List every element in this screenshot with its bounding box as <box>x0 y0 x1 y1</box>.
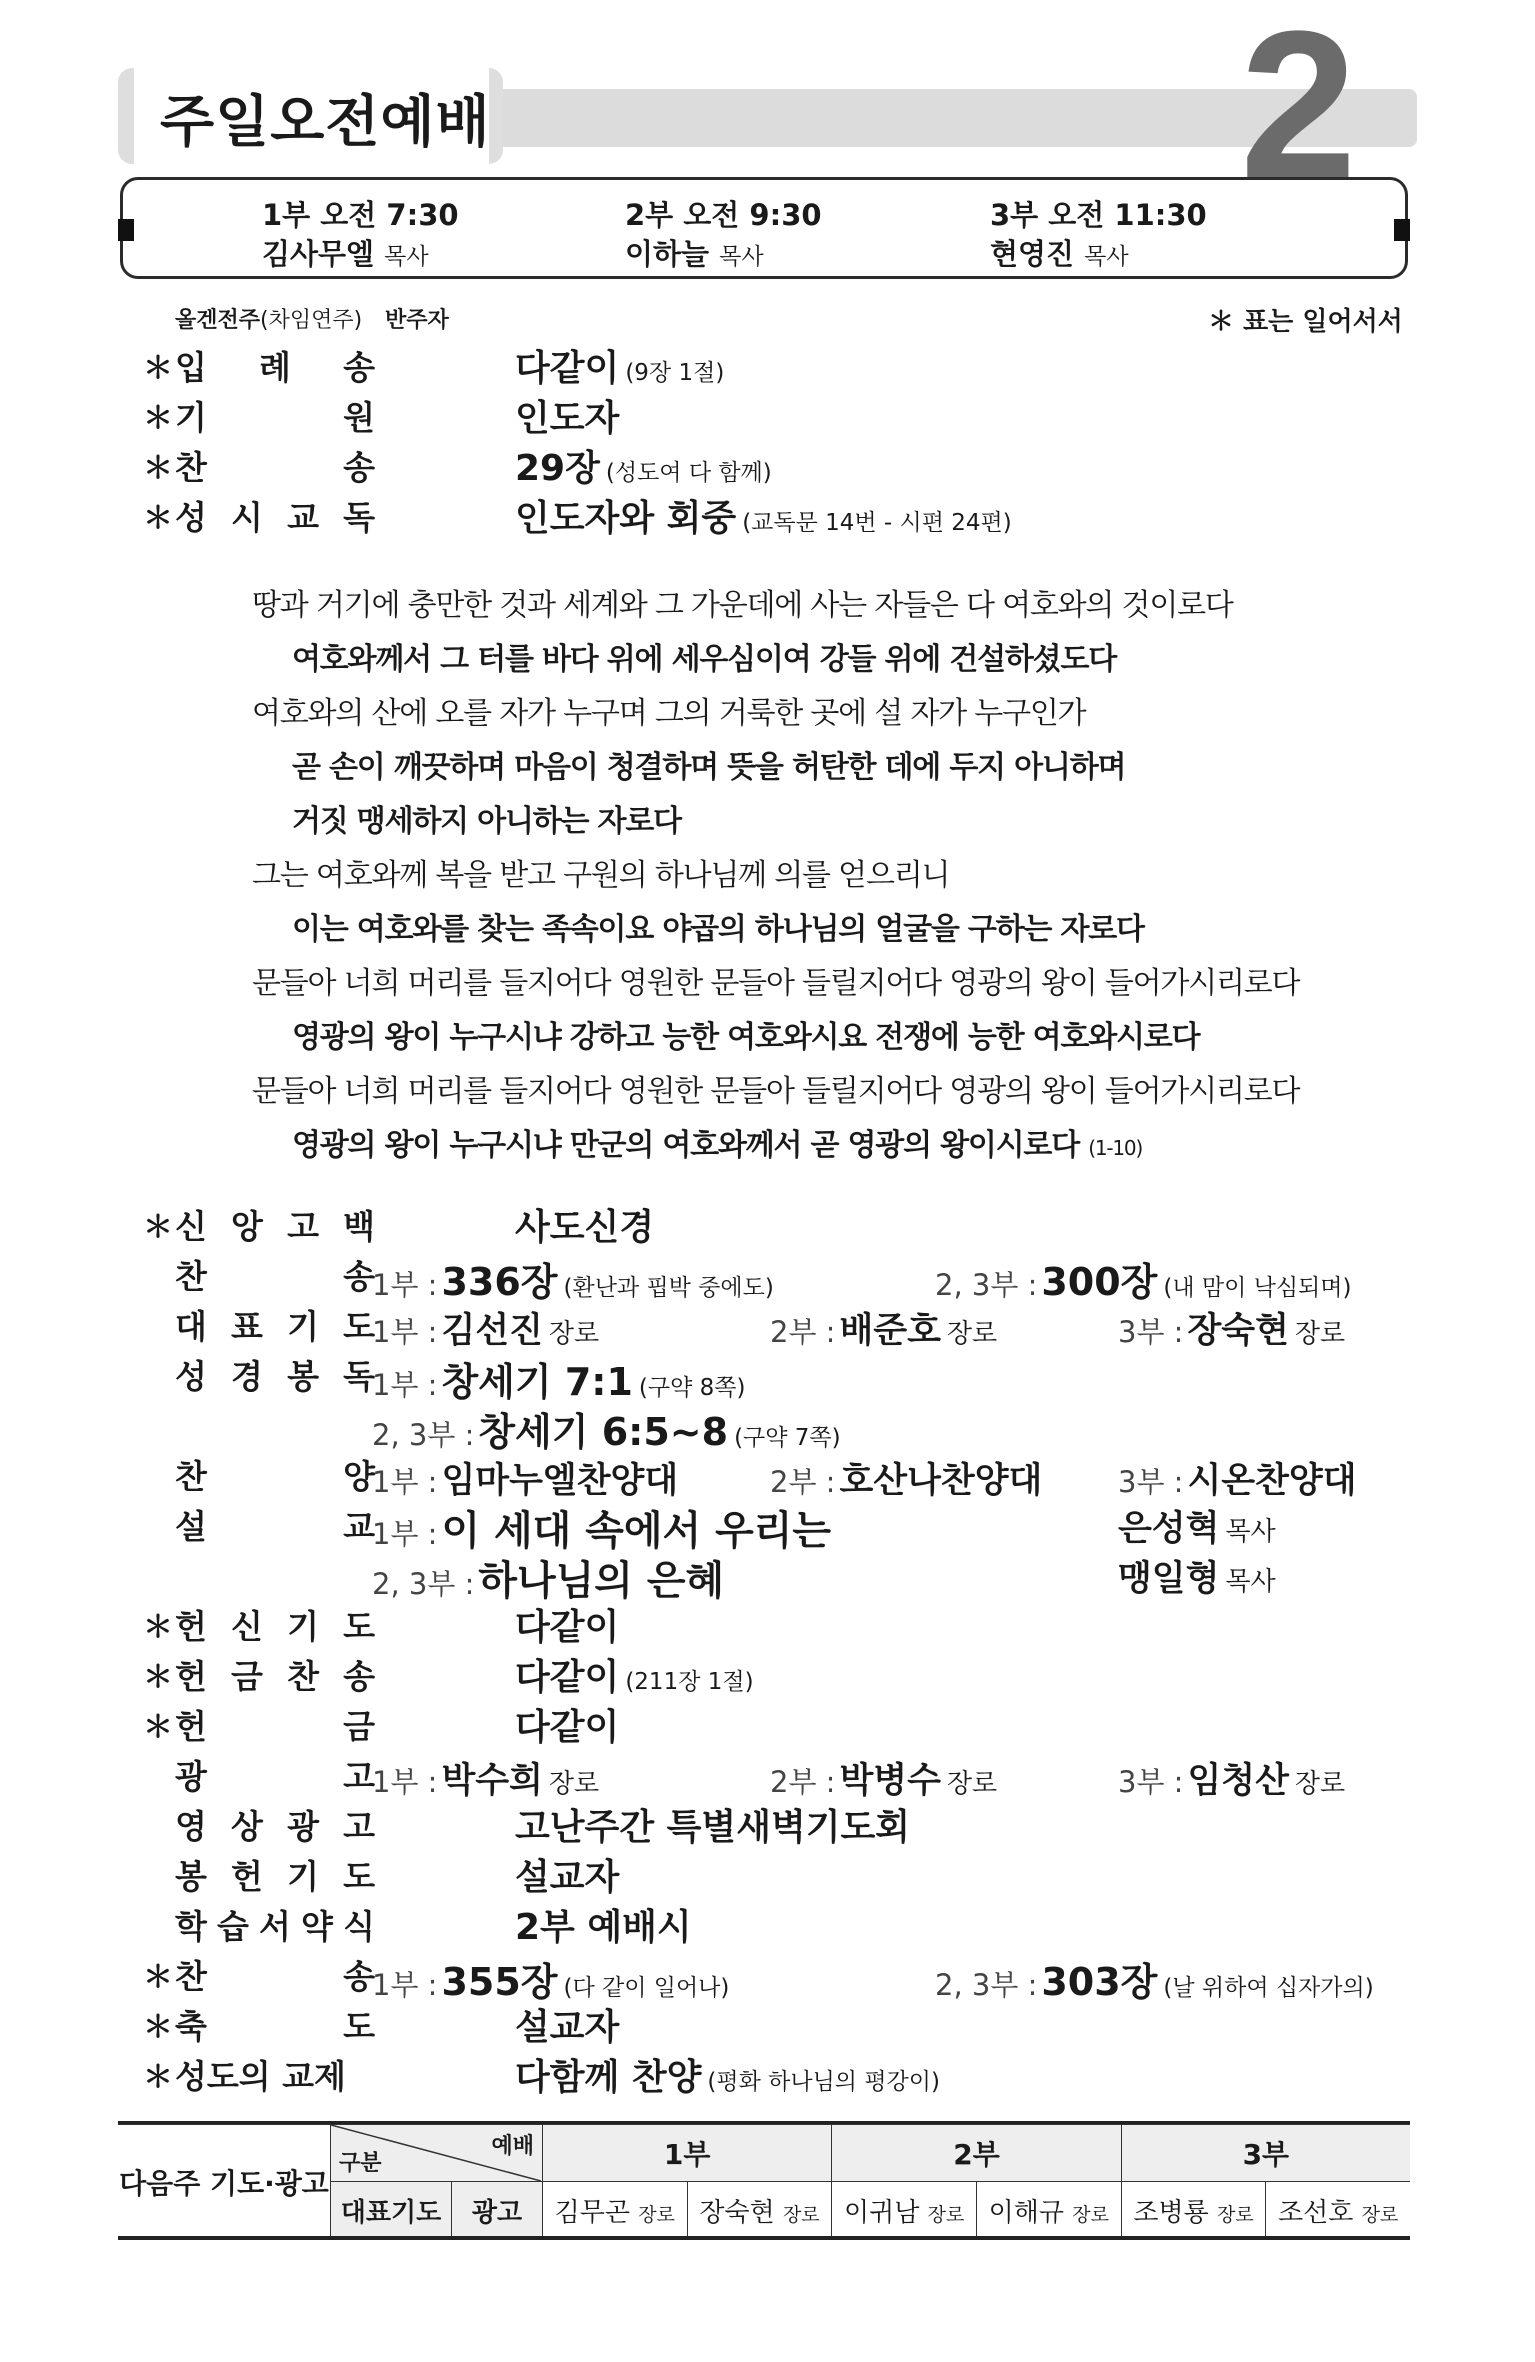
order-item <box>143 1501 375 1547</box>
page-title: 주일오전예배 <box>160 90 491 155</box>
order-label: 대 표 기 도 <box>175 1306 375 1346</box>
order-value: 인도자 <box>515 397 620 439</box>
order-value: 설교자 <box>515 2006 620 2048</box>
service-1-pastor: 김사무엘 목사 <box>262 237 429 271</box>
order-value: 설교자 <box>515 1856 620 1898</box>
reading-line: 여호와의 산에 오를 자가 누구며 그의 거룩한 곳에 설 자가 누구인가 <box>252 696 1086 731</box>
order-value: 다같이 <box>515 1706 620 1748</box>
person-cell: 조선호 장로 <box>1266 2182 1410 2239</box>
corner-cell: 예배 구분 <box>331 2125 543 2182</box>
order-value: 29장 (성도여 다 함께) <box>515 447 772 489</box>
order-label: 신 앙 고 백 <box>175 1206 375 1246</box>
order-item: ＊ 찬 송 <box>143 1951 375 1997</box>
reading-line: 여호와께서 그 터를 바다 위에 세우심이여 강들 위에 건설하셨도다 <box>292 642 1117 677</box>
order-value: 사도신경 <box>515 1206 655 1248</box>
order-item <box>143 1251 375 1297</box>
order-item: ＊ 헌 금 다같이 <box>143 1701 375 1747</box>
order-label: 학 습 서 약 식 <box>175 1906 375 1946</box>
order-item <box>143 1851 620 1898</box>
person-cell: 장숙현 장로 <box>687 2182 832 2239</box>
order-item <box>143 1751 375 1797</box>
service-2-time: 2부 오전 9:30 <box>625 198 822 232</box>
reading-line: 이는 여호와를 찾는 족속이요 야곱의 하나님의 얼굴을 구하는 자로다 <box>292 912 1144 947</box>
order-label: 성도의 교제 <box>175 2056 346 2096</box>
order-item: ＊ 성 시 교 독 인도자와 회중 (교독문 14번 - 시편 24편) <box>143 492 375 538</box>
role-announce: 광고 <box>452 2182 543 2239</box>
reading-line: 영광의 왕이 누구시냐 강하고 능한 여호와시요 전쟁에 능한 여호와시로다 <box>292 1020 1200 1055</box>
order-value: 다같이 <box>515 1606 620 1648</box>
order-item <box>143 1301 375 1347</box>
order-label: 찬 양 <box>175 1456 375 1496</box>
order-item <box>143 1901 692 1948</box>
order-value: 다같이 (211장 1절) <box>515 1656 754 1698</box>
person-cell: 이귀남 장로 <box>832 2182 977 2239</box>
order-label: 성 시 교 독 <box>175 497 375 537</box>
order-label: 설 교 <box>175 1506 375 1546</box>
order-item: ＊ 헌 신 기 도 다같이 <box>143 1601 375 1647</box>
order-label: 기 원 <box>175 397 375 437</box>
order-label: 찬 송 <box>175 447 375 487</box>
role-prayer: 대표기도 <box>331 2182 452 2239</box>
order-item: ＊ 기 원 인도자 <box>143 392 375 438</box>
person-cell: 조병룡 장로 <box>1121 2182 1266 2239</box>
person-cell: 이해규 장로 <box>977 2182 1122 2239</box>
order-label: 축 도 <box>175 2006 375 2046</box>
order-label: 영 상 광 고 <box>175 1806 375 1846</box>
order-item: ＊ 찬 송 29장 (성도여 다 함께) <box>143 442 375 488</box>
order-item <box>143 1351 375 1397</box>
person-cell: 김무곤 장로 <box>543 2182 688 2239</box>
reading-line: 영광의 왕이 누구시냐 만군의 여호와께서 곧 영광의 왕이시로다 (1-10) <box>292 1128 1143 1163</box>
next-week-title: 다음주 기도·광고 <box>118 2125 331 2239</box>
prelude: 올겐전주(차임연주) <box>175 308 363 333</box>
page-number: 2 <box>1240 0 1357 222</box>
order-label: 광 고 <box>175 1756 375 1796</box>
order-item <box>143 1801 911 1848</box>
service-3-pastor: 현영진 목사 <box>990 237 1129 271</box>
reading-line: 곧 손이 깨끗하며 마음이 청결하며 뜻을 허탄한 데에 두지 아니하며 <box>292 750 1126 785</box>
order-value: 2부 예배시 <box>515 1906 692 1948</box>
next-week-table <box>118 2124 1410 2239</box>
box-marker-left <box>118 219 134 241</box>
order-item: ＊ 헌 금 찬 송 다같이 (211장 1절) <box>143 1651 375 1697</box>
accompanist: 반주자 <box>385 308 449 333</box>
service-2-pastor: 이하늘 목사 <box>625 237 764 271</box>
standing-note: ＊ 표는 일어서서 <box>1208 307 1403 337</box>
box-marker-right <box>1394 219 1410 241</box>
service-1-time: 1부 오전 7:30 <box>262 198 459 232</box>
session-header: 2부 <box>832 2125 1121 2182</box>
service-3-time: 3부 오전 11:30 <box>990 198 1207 232</box>
order-label: 찬 송 <box>175 1956 375 1996</box>
reading-line: 땅과 거기에 충만한 것과 세계와 그 가운데에 사는 자들은 다 여호와의 것이로다 <box>252 588 1233 623</box>
reading-line: 문들아 너희 머리를 들지어다 영원한 문들아 들릴지어다 영광의 왕이 들어가시리로다 <box>252 966 1300 1001</box>
order-label: 입 례 송 <box>175 347 375 387</box>
order-value: 인도자와 회중 (교독문 14번 - 시편 24편) <box>515 497 1012 539</box>
order-item: ＊ 축 도 설교자 <box>143 2001 375 2047</box>
order-label: 찬 송 <box>175 1256 375 1296</box>
order-label: 헌 금 <box>175 1706 375 1746</box>
reading-line: 그는 여호와께 복을 받고 구원의 하나님께 의를 얻으리니 <box>252 858 950 893</box>
order-item: ＊ 입 례 송 다같이 (9장 1절) <box>143 342 375 388</box>
order-value: 고난주간 특별새벽기도회 <box>515 1806 911 1848</box>
order-item: ＊ 신 앙 고 백 사도신경 <box>143 1201 375 1247</box>
session-header: 1부 <box>543 2125 832 2182</box>
order-label: 봉 헌 기 도 <box>175 1856 375 1896</box>
order-label: 헌 금 찬 송 <box>175 1656 375 1696</box>
order-label: 성 경 봉 독 <box>175 1356 375 1396</box>
reading-line: 거짓 맹세하지 아니하는 자로다 <box>292 804 681 839</box>
order-label: 헌 신 기 도 <box>175 1606 375 1646</box>
session-header: 3부 <box>1121 2125 1410 2182</box>
order-value: 다함께 찬양 (평화 하나님의 평강이) <box>515 2056 940 2098</box>
reading-line: 문들아 너희 머리를 들지어다 영원한 문들아 들릴지어다 영광의 왕이 들어가시리로다 <box>252 1074 1300 1109</box>
order-item <box>143 1451 375 1497</box>
order-value: 다같이 (9장 1절) <box>515 347 725 389</box>
order-item: ＊ 성도의 교제 다함께 찬양 (평화 하나님의 평강이) <box>143 2051 375 2097</box>
